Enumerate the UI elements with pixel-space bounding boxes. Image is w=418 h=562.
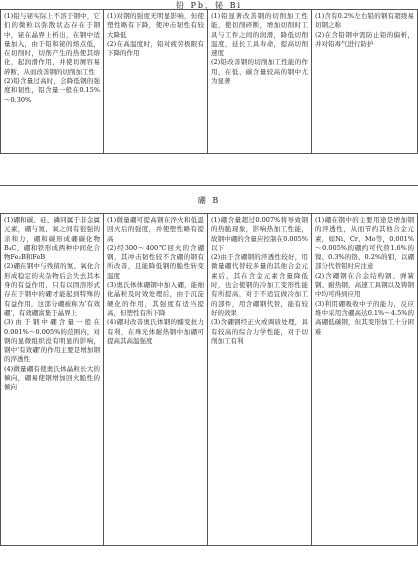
paragraph: (3)利用硼吸收中子的能力，反应堆中采用含硼高达0.1%～4.5%的高硼低碳钢，但其变形加工十分困难 xyxy=(315,299,414,336)
paragraph: (2)硼在钢中与残留的氮、氧化合形成稳定的夹杂物后会失去其本身的有益作用，只有以固溶形式存在于钢中的硼才能起到特殊的有益作用，这部分硼被称为'有效硼'，有效硼富集于晶界上 xyxy=(4,262,100,317)
paragraph: (3)由于钢中硼含量一般在0.001%～0.005%的范围内，对钢的显微组织没有明显的影响，钢中'有效硼'的作用主要是增加钢的淬透性 xyxy=(4,318,100,364)
paragraph: (1)微量硼可提高钢在淬火和低温回火后的强度，并使塑性略有提高 xyxy=(107,216,204,243)
paragraph: (2)经300～400℃回火的含硼钢，其冲击韧性较不含硼的钢有所改善，且能降低钢的脆性转变温度 xyxy=(107,243,204,280)
table-cell-existence-form xyxy=(1,214,104,545)
table-cell-mechanical-properties xyxy=(104,214,208,545)
paragraph: (1)对钢的强度无明显影响，但使塑性略有下降，使冲击韧性有较大降低 xyxy=(107,12,204,39)
paragraph: (4)硼对改善奥氏体钢的蠕变抗力有利，在珠光体耐热钢中加硼可提高其高温强度 xyxy=(107,318,204,345)
paragraph: (2)铅含量过高时，会降低钢的强度和韧性，铅含量一般在0.15%～0.30% xyxy=(4,77,100,104)
paragraph: (2)在高温度时，铅对疲劳极限有下降的作用 xyxy=(107,39,204,58)
table-cell-applications xyxy=(312,214,417,545)
paragraph: (3)含硼钢经正火或调质处理，具有较高的综合力学性能，对于切削加工有利 xyxy=(211,318,308,345)
paragraph: (3)奥氏体体硼钢中加入硼，能细化晶粒及时效处理后，由于沉淀硬化的作用，其强度有适当提高，但塑性有所下降 xyxy=(107,281,204,317)
divider xyxy=(0,185,418,186)
paragraph: (2)铅改善钢的切削加工性能的作用，在低、碳含量较高的钢中尤为显著 xyxy=(211,58,308,86)
table-lead-bismuth xyxy=(0,9,418,154)
section-heading-boron: 硼 B xyxy=(197,196,221,205)
table-cell-process-properties xyxy=(208,10,312,153)
paragraph: (1)铅显著改善钢的切削加工性能，使切削碎断，增加切削时工具与工件之间的润滑，降低切削温度，延长工具寿命，提高切削速度 xyxy=(211,12,308,58)
table-cell-mechanical-properties xyxy=(104,10,208,153)
table-cell-process-properties xyxy=(208,214,312,545)
paragraph: (1)硼和碳、硅、磷同属于非金属元素，硼与氮、氧之间有很强的亲和力，硼和碳形成硼碳化物B₄C，硼和铁形成两种中间化合物Fe₂B和FeB xyxy=(4,216,100,262)
table-cell-existence-form xyxy=(1,10,104,153)
paragraph: (1)铅与铋实际上不溶于钢中，它们的微粒以弥散状态存在于钢中，铋在晶界上析出，在钢中适量加入，由于铅和铋的熔点低，在切削时，切削产生的热使其熔化，起润滑作用，并使切屑容易碎断，从而改善钢的切削加工性 xyxy=(4,12,100,76)
paragraph: (1)含有0.2%左右铅的钢有超级易切钢之称 xyxy=(315,12,414,30)
table-cell-applications xyxy=(312,10,417,153)
paragraph: (2)在含铅钢中需防止铅的偏析，并对铅毒气进行防护 xyxy=(315,30,414,48)
paragraph: (2)由于含硼钢的淬透性较好，用微量硼代替较多量的其他合金元素后，其在含金元素含量降低时，也会使钢的冷加工变形性能有所提高，对于不适宜做冷加工的部件，用含硼钢代替，能有较好的效果 xyxy=(211,253,308,317)
table-boron xyxy=(0,213,418,546)
paragraph: (1)硼在钢中的主要用途是增加钢的淬透性，从而节约其他合金元素，如Ni、Cr、Mo等，0.001%～0.005%的硼约可代替1.6%的镍、0.3%的铬、0.2%的钼，以硼部分代替钼时应注意 xyxy=(315,216,414,271)
paragraph: (4)微量硼有使奥氏体晶粒长大的倾向，硼易使钢增加回火脆性的倾向 xyxy=(4,364,100,392)
paragraph: (1)硼含量超过0.007%将导致钢的热脆现象，影响热加工性能，故钢中硼的含量应控制在0.005%以下 xyxy=(211,216,308,252)
section-heading-lead-bismuth: 铅 Pb，铋 Bi xyxy=(175,1,243,10)
paragraph: (2)含硼钢在合金结构钢、弹簧钢、耐热钢、高速工具钢以及铸钢中均可得到应用 xyxy=(315,271,414,299)
